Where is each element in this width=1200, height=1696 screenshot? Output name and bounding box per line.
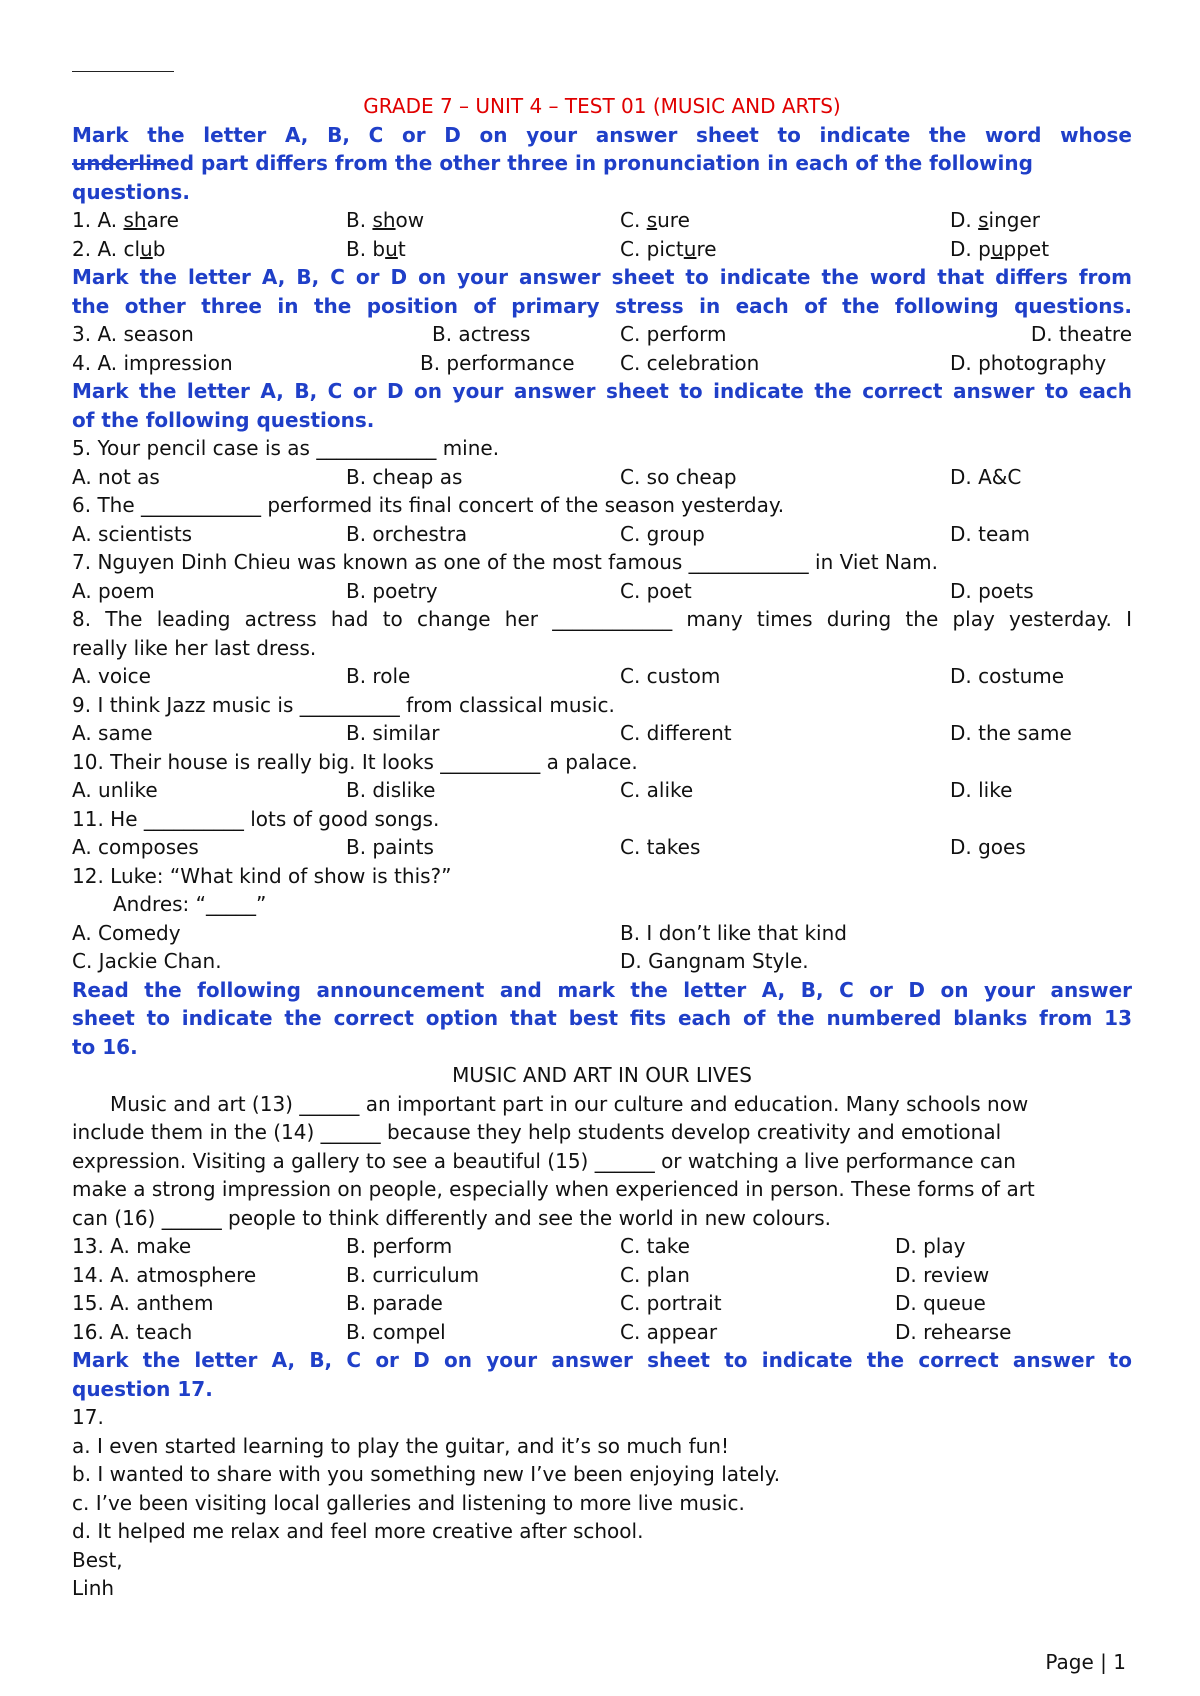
question-12-options-cd: [72, 947, 1132, 976]
option-a: A. voice: [72, 664, 151, 688]
option-d: D. poets: [950, 578, 1034, 603]
option-b: B. role: [346, 664, 411, 688]
option-d: D. theatre: [1030, 322, 1132, 346]
question-12-stem-line1: 12. Luke: “What kind of show is this?”: [72, 863, 452, 888]
instruction-stress-line1: Mark the letter A, B, C or D on your answer sheet to indicate the word that differs from: [72, 265, 1132, 289]
option-a: A. scientists: [72, 521, 193, 546]
option-a: A. composes: [72, 835, 199, 859]
question-9-stem: 9. I think Jazz music is __________ from classical music.: [72, 692, 615, 717]
option-d: D. singer: [950, 208, 1041, 232]
passage-line: Music and art (13) ______ an important part in our culture and education. Many schools now: [110, 1091, 1029, 1116]
option-d: D. rehearse: [895, 1319, 1012, 1344]
option-a: A. Comedy: [72, 920, 181, 945]
option-d: D. like: [950, 778, 1013, 802]
instruction-cloze-line2: sheet to indicate the correct option that best fits each of the numbered blanks from 13: [72, 1006, 1132, 1030]
option-b: B. paints: [346, 835, 434, 859]
option-a: 4. A. impression: [72, 350, 233, 375]
question-12-options-ab: [72, 919, 1132, 948]
option-b: B. similar: [346, 721, 440, 745]
option-a: 14. A. atmosphere: [72, 1262, 257, 1287]
passage-line: can (16) ______ people to think differently and see the world in new colours.: [72, 1205, 831, 1230]
option-c: C. sure: [620, 208, 690, 232]
letter-closing: Best,: [72, 1547, 123, 1572]
option-d: D. puppet: [950, 236, 1050, 261]
question-8-options: [72, 662, 1132, 691]
question-10-options: [72, 776, 1132, 805]
instruction-ordering-line1: Mark the letter A, B, C or D on your answer sheet to indicate the correct answer to: [72, 1348, 1132, 1372]
question-11-options: [72, 833, 1132, 862]
option-d: D. Gangnam Style.: [620, 949, 809, 973]
option-d: D. photography: [950, 350, 1107, 375]
option-b: B. parade: [346, 1291, 443, 1315]
question-13: [72, 1232, 1132, 1261]
option-c: C. group: [620, 521, 705, 546]
question-10-stem: 10. Their house is really big. It looks __________ a palace.: [72, 749, 638, 774]
question-7-stem: 7. Nguyen Dinh Chieu was known as one of the most famous ____________ in Viet Nam.: [72, 550, 938, 574]
option-c: C. appear: [620, 1319, 718, 1344]
option-c: C. picture: [620, 236, 717, 261]
option-d: D. play: [895, 1234, 966, 1258]
test-content: [72, 92, 1132, 1603]
option-c: C. perform: [620, 322, 727, 346]
option-c: C. take: [620, 1234, 690, 1258]
option-a: A. same: [72, 721, 153, 745]
option-a: 13. A. make: [72, 1234, 192, 1258]
question-5-stem: 5. Your pencil case is as ____________ mine.: [72, 436, 500, 460]
option-c: C. custom: [620, 664, 721, 688]
option-d: D. A&C: [950, 464, 1022, 489]
option-c: C. Jackie Chan.: [72, 949, 222, 973]
question-17-number: 17.: [72, 1405, 104, 1429]
option-d: D. team: [950, 521, 1030, 546]
option-b: B. actress: [432, 322, 531, 346]
instruction-mcq-line2: of the following questions.: [72, 407, 375, 432]
option-c: C. plan: [620, 1262, 690, 1287]
question-7-options: [72, 577, 1132, 606]
question-9-options: [72, 719, 1132, 748]
question-15: [72, 1289, 1132, 1318]
option-b: B. I don’t like that kind: [620, 920, 847, 945]
letter-signature: Linh: [72, 1576, 115, 1600]
option-b: B. poetry: [346, 578, 438, 603]
option-d: D. costume: [950, 664, 1065, 688]
option-b: B. show: [346, 208, 425, 232]
question-17-sentence-d: d. It helped me relax and feel more creative after school.: [72, 1519, 644, 1543]
instruction-pronunciation-line2: underlined part differs from the other three in pronunciation in each of the following: [72, 151, 1033, 175]
question-3: [72, 320, 1132, 349]
instruction-pronunciation-line1: Mark the letter A, B, C or D on your answer sheet to indicate the word whose: [72, 122, 1132, 147]
option-d: D. review: [895, 1262, 990, 1287]
passage-line: make a strong impression on people, especially when experienced in person. These forms of art: [72, 1177, 1035, 1201]
option-a: 1. A. share: [72, 208, 179, 232]
question-17-sentence-a: a. I even started learning to play the guitar, and it’s so much fun!: [72, 1433, 730, 1458]
question-5-options: [72, 463, 1132, 492]
question-11-stem: 11. He __________ lots of good songs.: [72, 806, 440, 831]
option-a: 3. A. season: [72, 322, 194, 346]
option-a: 16. A. teach: [72, 1319, 193, 1344]
option-d: D. the same: [950, 721, 1072, 745]
question-12-stem-line2: Andres: “_____”: [113, 892, 267, 916]
option-b: B. orchestra: [346, 521, 468, 546]
option-b: B. dislike: [346, 778, 436, 802]
question-6-stem: 6. The ____________ performed its final concert of the season yesterday.: [72, 493, 785, 517]
option-c: C. different: [620, 721, 732, 745]
page-number: Page | 1: [1045, 1650, 1126, 1674]
option-b: B. performance: [420, 350, 575, 375]
passage-line: expression. Visiting a gallery to see a beautiful (15) ______ or watching a live performance can: [72, 1148, 1016, 1173]
question-1: [72, 206, 1132, 235]
instruction-ordering-line2: question 17.: [72, 1376, 213, 1401]
option-b: B. perform: [346, 1234, 453, 1258]
top-rule: [72, 71, 174, 72]
option-b: B. compel: [346, 1319, 446, 1344]
question-4: [72, 349, 1132, 378]
instruction-pronunciation-line3: questions.: [72, 179, 190, 204]
option-a: 2. A. club: [72, 236, 166, 261]
instruction-stress-line2: the other three in the position of primary stress in each of the following questions.: [72, 293, 1132, 318]
passage-line: include them in the (14) ______ because they help students develop creativity and emotional: [72, 1120, 1002, 1144]
option-a: A. not as: [72, 464, 160, 489]
option-b: B. but: [346, 236, 406, 261]
question-16: [72, 1318, 1132, 1347]
test-title: GRADE 7 – UNIT 4 – TEST 01 (MUSIC AND ARTS): [363, 94, 841, 118]
question-6-options: [72, 520, 1132, 549]
option-c: C. alike: [620, 778, 694, 802]
instruction-cloze-line1: Read the following announcement and mark the letter A, B, C or D on your answer: [72, 977, 1132, 1002]
option-a: 15. A. anthem: [72, 1291, 214, 1315]
question-14: [72, 1261, 1132, 1290]
question-8-stem-line1: 8. The leading actress had to change her ____________ many times during the play yesterday. I: [72, 607, 1132, 631]
question-17-sentence-c: c. I’ve been visiting local galleries and listening to more live music.: [72, 1490, 745, 1515]
question-17-sentence-b: b. I wanted to share with you something new I’ve been enjoying lately.: [72, 1462, 781, 1486]
option-c: C. poet: [620, 578, 692, 603]
option-b: B. curriculum: [346, 1262, 480, 1287]
question-2: [72, 235, 1132, 264]
option-a: A. poem: [72, 578, 155, 603]
struck-text: underlin: [72, 151, 167, 175]
question-8-stem-line2: really like her last dress.: [72, 635, 317, 660]
option-c: C. so cheap: [620, 464, 737, 489]
passage-title: MUSIC AND ART IN OUR LIVES: [452, 1063, 752, 1087]
option-d: D. queue: [895, 1291, 986, 1315]
option-c: C. portrait: [620, 1291, 722, 1315]
instruction-mcq-line1: Mark the letter A, B, C or D on your answer sheet to indicate the correct answer to each: [72, 379, 1132, 403]
option-b: B. cheap as: [346, 464, 463, 489]
option-c: C. takes: [620, 835, 701, 859]
option-a: A. unlike: [72, 778, 158, 802]
instruction-cloze-line3: to 16.: [72, 1034, 138, 1059]
option-d: D. goes: [950, 835, 1026, 859]
option-c: C. celebration: [620, 350, 760, 375]
